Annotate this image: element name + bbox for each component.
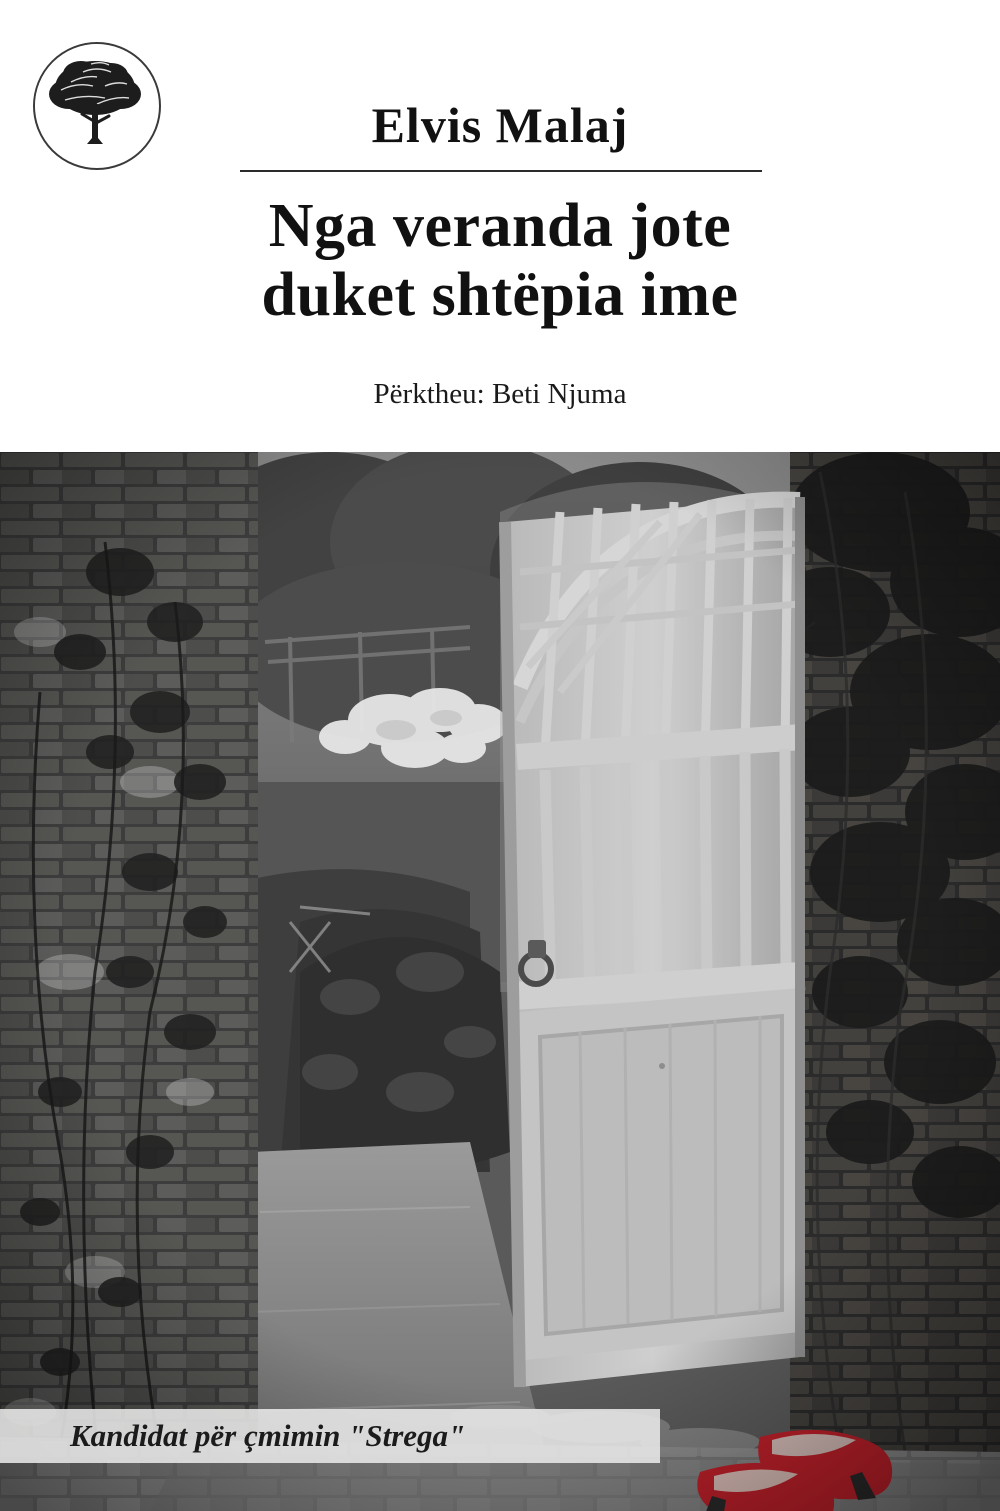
translator-credit: Përktheu: Beti Njuma: [373, 378, 627, 410]
award-banner-text: Kandidat për çmimin "Strega": [70, 1418, 466, 1453]
title-divider-rule: [240, 170, 762, 172]
award-banner: [0, 1409, 660, 1463]
cover-top-section: [0, 0, 1000, 452]
author-name: Elvis Malaj: [371, 97, 629, 153]
book-title: [0, 192, 1000, 331]
book-title-line-2: duket shtëpia ime: [261, 261, 739, 330]
cover-photograph: [0, 452, 1000, 1511]
book-title-line-1: Nga veranda jote: [268, 192, 732, 260]
